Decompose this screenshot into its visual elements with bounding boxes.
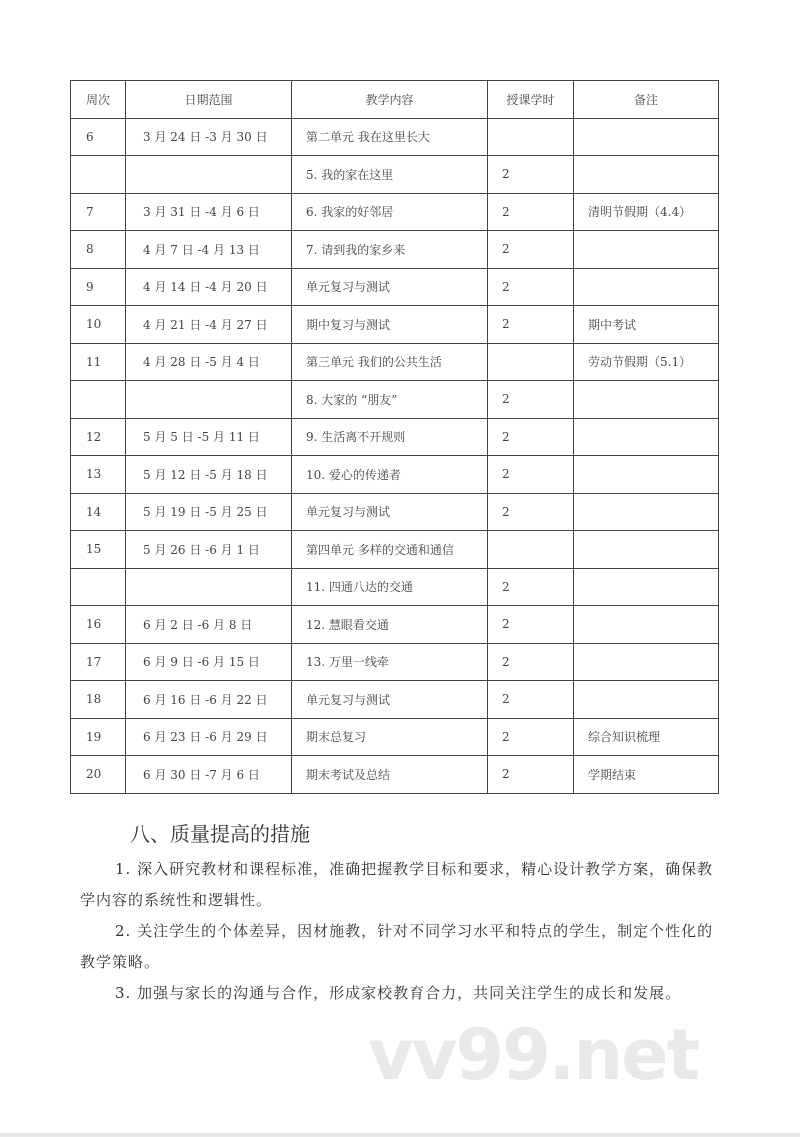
cell-content: 第三单元 我们的公共生活	[292, 343, 488, 381]
cell-content: 期末考试及总结	[292, 756, 488, 794]
cell-notes: 期中考试	[574, 306, 719, 344]
cell-hours: 2	[488, 231, 574, 269]
cell-notes: 学期结束	[574, 756, 719, 794]
cell-week: 9	[71, 268, 126, 306]
cell-content: 5. 我的家在这里	[292, 156, 488, 194]
cell-week: 15	[71, 531, 126, 569]
cell-notes	[574, 643, 719, 681]
paragraph-2: 2. 关注学生的个体差异，因材施教，针对不同学习水平和特点的学生，制定个性化的教学策略。	[80, 922, 714, 971]
cell-notes: 劳动节假期（5.1）	[574, 343, 719, 381]
cell-hours: 2	[488, 568, 574, 606]
table-row	[71, 118, 719, 156]
cell-date-range: 5 月 5 日 -5 月 11 日	[126, 418, 292, 456]
cell-hours	[488, 531, 574, 569]
cell-notes	[574, 568, 719, 606]
cell-content: 8. 大家的 “朋友”	[292, 381, 488, 419]
table-row	[71, 606, 719, 644]
cell-notes	[574, 156, 719, 194]
cell-week: 17	[71, 643, 126, 681]
cell-week: 13	[71, 456, 126, 494]
cell-content: 期中复习与测试	[292, 306, 488, 344]
cell-date-range: 4 月 14 日 -4 月 20 日	[126, 268, 292, 306]
cell-notes	[574, 456, 719, 494]
table-row	[71, 231, 719, 269]
cell-hours: 2	[488, 381, 574, 419]
cell-week: 6	[71, 118, 126, 156]
cell-date-range: 4 月 28 日 -5 月 4 日	[126, 343, 292, 381]
cell-date-range	[126, 568, 292, 606]
paragraph-1: 1. 深入研究教材和课程标准，准确把握教学目标和要求，精心设计教学方案，确保教学内容的系统性和逻辑性。	[80, 860, 714, 909]
cell-hours	[488, 343, 574, 381]
cell-hours: 2	[488, 756, 574, 794]
table-row	[71, 531, 719, 569]
cell-week: 10	[71, 306, 126, 344]
cell-date-range: 3 月 24 日 -3 月 30 日	[126, 118, 292, 156]
cell-content: 12. 慧眼看交通	[292, 606, 488, 644]
cell-hours: 2	[488, 681, 574, 719]
cell-week: 18	[71, 681, 126, 719]
cell-hours: 2	[488, 268, 574, 306]
table-row	[71, 193, 719, 231]
table-row	[71, 681, 719, 719]
teaching-schedule-table	[70, 80, 719, 794]
cell-date-range: 4 月 21 日 -4 月 27 日	[126, 306, 292, 344]
cell-date-range: 5 月 19 日 -5 月 25 日	[126, 493, 292, 531]
table-row	[71, 418, 719, 456]
paragraph-3: 3. 加强与家长的沟通与合作，形成家校教育合力，共同关注学生的成长和发展。	[115, 984, 682, 1002]
table-row	[71, 718, 719, 756]
cell-week: 7	[71, 193, 126, 231]
cell-hours: 2	[488, 493, 574, 531]
cell-content: 6. 我家的好邻居	[292, 193, 488, 231]
cell-notes	[574, 606, 719, 644]
cell-content: 10. 爱心的传递者	[292, 456, 488, 494]
page-bottom-edge	[0, 1133, 800, 1137]
cell-content: 9. 生活离不开规则	[292, 418, 488, 456]
cell-date-range: 5 月 26 日 -6 月 1 日	[126, 531, 292, 569]
cell-notes	[574, 231, 719, 269]
header-notes: 备注	[574, 81, 719, 119]
cell-week: 8	[71, 231, 126, 269]
cell-content: 13. 万里一线牵	[292, 643, 488, 681]
cell-notes: 清明节假期（4.4）	[574, 193, 719, 231]
cell-notes	[574, 118, 719, 156]
cell-week: 19	[71, 718, 126, 756]
cell-date-range: 4 月 7 日 -4 月 13 日	[126, 231, 292, 269]
cell-content: 单元复习与测试	[292, 268, 488, 306]
cell-date-range: 5 月 12 日 -5 月 18 日	[126, 456, 292, 494]
cell-content: 11. 四通八达的交通	[292, 568, 488, 606]
header-date-range: 日期范围	[126, 81, 292, 119]
cell-date-range: 6 月 16 日 -6 月 22 日	[126, 681, 292, 719]
cell-hours: 2	[488, 643, 574, 681]
table-row	[71, 306, 719, 344]
cell-content: 第二单元 我在这里长大	[292, 118, 488, 156]
watermark: vv99.net	[368, 1014, 699, 1096]
cell-date-range: 6 月 30 日 -7 月 6 日	[126, 756, 292, 794]
table-row	[71, 381, 719, 419]
cell-notes	[574, 531, 719, 569]
cell-notes	[574, 493, 719, 531]
cell-content: 期末总复习	[292, 718, 488, 756]
cell-date-range	[126, 381, 292, 419]
cell-hours: 2	[488, 156, 574, 194]
table-row	[71, 643, 719, 681]
cell-content: 单元复习与测试	[292, 681, 488, 719]
header-hours: 授课学时	[488, 81, 574, 119]
cell-date-range	[126, 156, 292, 194]
table-row	[71, 756, 719, 794]
cell-hours: 2	[488, 418, 574, 456]
table-row	[71, 493, 719, 531]
table-row	[71, 343, 719, 381]
cell-notes	[574, 418, 719, 456]
cell-date-range: 6 月 23 日 -6 月 29 日	[126, 718, 292, 756]
cell-content: 单元复习与测试	[292, 493, 488, 531]
cell-date-range: 3 月 31 日 -4 月 6 日	[126, 193, 292, 231]
table-row	[71, 568, 719, 606]
cell-date-range: 6 月 9 日 -6 月 15 日	[126, 643, 292, 681]
header-week: 周次	[71, 81, 126, 119]
table-row	[71, 268, 719, 306]
cell-hours: 2	[488, 456, 574, 494]
table-row	[71, 456, 719, 494]
cell-hours: 2	[488, 718, 574, 756]
cell-week: 12	[71, 418, 126, 456]
cell-week: 16	[71, 606, 126, 644]
cell-date-range: 6 月 2 日 -6 月 8 日	[126, 606, 292, 644]
cell-week: 20	[71, 756, 126, 794]
cell-notes: 综合知识梳理	[574, 718, 719, 756]
cell-week	[71, 381, 126, 419]
cell-content: 第四单元 多样的交通和通信	[292, 531, 488, 569]
header-content: 教学内容	[292, 81, 488, 119]
cell-notes	[574, 681, 719, 719]
section-heading: 八、质量提高的措施	[130, 822, 310, 846]
cell-hours	[488, 118, 574, 156]
cell-week: 14	[71, 493, 126, 531]
cell-notes	[574, 268, 719, 306]
cell-hours: 2	[488, 606, 574, 644]
table-header-row	[71, 81, 719, 119]
cell-week	[71, 568, 126, 606]
cell-hours: 2	[488, 193, 574, 231]
quality-measures-section	[80, 820, 720, 1096]
table-row	[71, 156, 719, 194]
cell-notes	[574, 381, 719, 419]
cell-hours: 2	[488, 306, 574, 344]
cell-week	[71, 156, 126, 194]
cell-content: 7. 请到我的家乡来	[292, 231, 488, 269]
cell-week: 11	[71, 343, 126, 381]
